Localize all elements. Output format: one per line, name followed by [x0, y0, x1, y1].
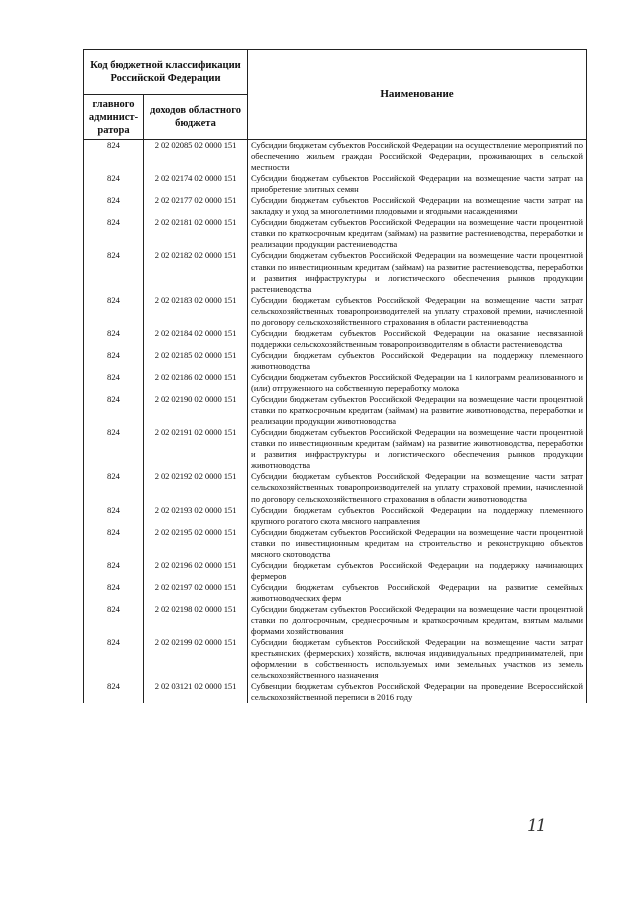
row-admin-code: 824: [84, 217, 144, 250]
table-row: [84, 173, 587, 195]
row-name: Субсидии бюджетам субъектов Российской Федерации на поддержку начинающих фермеров: [248, 560, 587, 582]
row-name: Субсидии бюджетам субъектов Российской Федерации на возмещение части затрат на приобретение элитных семян: [248, 173, 587, 195]
row-name: Субсидии бюджетам субъектов Российской Федерации на возмещение части затрат на закладку и уход за многолетними плодовыми и ягодными насаждениями: [248, 195, 587, 217]
row-income-code: 2 02 02191 02 0000 151: [144, 427, 248, 471]
row-admin-code: 824: [84, 604, 144, 637]
row-income-code: 2 02 03121 02 0000 151: [144, 681, 248, 703]
row-admin-code: 824: [84, 582, 144, 604]
row-name: Субсидии бюджетам субъектов Российской Федерации на возмещение части процентной ставки по долгосрочным, среднесрочным и краткосрочным кредитам, взятым малыми формами хозяйствования: [248, 604, 587, 637]
column-header-code: доходов областного бюджета: [144, 95, 248, 140]
table-row: [84, 604, 587, 637]
table-row: [84, 681, 587, 703]
row-admin-code: 824: [84, 471, 144, 504]
row-name: Субсидии бюджетам субъектов Российской Федерации на 1 килограмм реализованного и (или) отгруженного на собственную переработку молока: [248, 372, 587, 394]
row-name: Субсидии бюджетам субъектов Российской Федерации на поддержку племенного крупного рогатого скота мясного направления: [248, 505, 587, 527]
column-header-name: Наименование: [248, 50, 587, 140]
row-name: Субсидии бюджетам субъектов Российской Федерации на поддержку племенного животноводства: [248, 350, 587, 372]
row-income-code: 2 02 02196 02 0000 151: [144, 560, 248, 582]
row-admin-code: 824: [84, 505, 144, 527]
row-name: Субсидии бюджетам субъектов Российской Федерации на возмещение части затрат крестьянских (фермерских) хозяйств, включая индивидуальных предпринимателей, при оформлении в собственность используемых ими земельных участков из земель сельскохозяйственного назначения: [248, 637, 587, 681]
row-admin-code: 824: [84, 350, 144, 372]
row-income-code: 2 02 02181 02 0000 151: [144, 217, 248, 250]
row-admin-code: 824: [84, 681, 144, 703]
row-admin-code: 824: [84, 527, 144, 560]
table-row: [84, 372, 587, 394]
table-row: [84, 295, 587, 328]
table-row: [84, 427, 587, 471]
row-name: Субсидии бюджетам субъектов Российской Федерации на возмещение части процентной ставки по инвестиционным кредитам (займам) на развитие животноводства, переработки и развития инфраструктуры и логистического обеспечения рынков продукции животноводства: [248, 427, 587, 471]
row-admin-code: 824: [84, 140, 144, 174]
page-number: 11: [527, 816, 545, 836]
row-income-code: 2 02 02182 02 0000 151: [144, 250, 248, 294]
row-admin-code: 824: [84, 195, 144, 217]
row-income-code: 2 02 02198 02 0000 151: [144, 604, 248, 637]
row-income-code: 2 02 02185 02 0000 151: [144, 350, 248, 372]
row-admin-code: 824: [84, 295, 144, 328]
row-income-code: 2 02 02183 02 0000 151: [144, 295, 248, 328]
row-income-code: 2 02 02197 02 0000 151: [144, 582, 248, 604]
row-name: Субсидии бюджетам субъектов Российской Федерации на возмещение части процентной ставки по инвестиционным кредитам на строительство и реконструкцию объектов мясного скотоводства: [248, 527, 587, 560]
budget-classification-table: [83, 49, 587, 703]
row-admin-code: 824: [84, 173, 144, 195]
table-row: [84, 394, 587, 427]
table-row: [84, 560, 587, 582]
row-income-code: 2 02 02186 02 0000 151: [144, 372, 248, 394]
row-name: Субсидии бюджетам субъектов Российской Федерации на возмещение части процентной ставки по инвестиционным кредитам (займам) на развитие растениеводства, переработки и развития инфраструктуры и логистического обеспечения рынков продукции растениеводства: [248, 250, 587, 294]
table-row: [84, 250, 587, 294]
group-header: Код бюджетной классификации Российской Федерации: [84, 50, 248, 95]
table-row: [84, 350, 587, 372]
row-income-code: 2 02 02190 02 0000 151: [144, 394, 248, 427]
row-admin-code: 824: [84, 637, 144, 681]
row-name: Субсидии бюджетам субъектов Российской Федерации на возмещение части процентной ставки по краткосрочным кредитам (займам) на развитие растениеводства, переработки и реализации продукции растениеводства: [248, 217, 587, 250]
row-name: Субсидии бюджетам субъектов Российской Федерации на осуществление мероприятий по обеспечению жильем граждан Российской Федерации, проживающих в сельской местности: [248, 140, 587, 174]
table-row: [84, 527, 587, 560]
row-income-code: 2 02 02195 02 0000 151: [144, 527, 248, 560]
table-row: [84, 637, 587, 681]
row-name: Субсидии бюджетам субъектов Российской Федерации на возмещение части затрат сельскохозяйственных товаропроизводителей на уплату страховой премии, начисленной по договору сельскохозяйственного страхования в области животноводства: [248, 471, 587, 504]
row-admin-code: 824: [84, 250, 144, 294]
row-name: Субсидии бюджетам субъектов Российской Федерации на оказание несвязанной поддержки сельскохозяйственным товаропроизводителям в области растениеводства: [248, 328, 587, 350]
row-admin-code: 824: [84, 372, 144, 394]
row-name: Субсидии бюджетам субъектов Российской Федерации на развитие семейных животноводческих ферм: [248, 582, 587, 604]
table-row: [84, 505, 587, 527]
row-income-code: 2 02 02177 02 0000 151: [144, 195, 248, 217]
row-admin-code: 824: [84, 394, 144, 427]
row-income-code: 2 02 02085 02 0000 151: [144, 140, 248, 174]
column-header-admin: главного админист-ратора: [84, 95, 144, 140]
row-name: Субсидии бюджетам субъектов Российской Федерации на возмещение части процентной ставки по краткосрочным кредитам (займам) на развитие животноводства, переработки и реализации продукции животноводства: [248, 394, 587, 427]
row-name: Субсидии бюджетам субъектов Российской Федерации на возмещение части затрат сельскохозяйственных товаропроизводителей на уплату страховой премии, начисленной по договору сельскохозяйственного страхования в области растениеводства: [248, 295, 587, 328]
row-income-code: 2 02 02192 02 0000 151: [144, 471, 248, 504]
table-row: [84, 140, 587, 174]
table-row: [84, 217, 587, 250]
row-admin-code: 824: [84, 560, 144, 582]
row-income-code: 2 02 02193 02 0000 151: [144, 505, 248, 527]
table-row: [84, 195, 587, 217]
table-row: [84, 471, 587, 504]
row-admin-code: 824: [84, 328, 144, 350]
row-income-code: 2 02 02174 02 0000 151: [144, 173, 248, 195]
row-name: Субвенции бюджетам субъектов Российской Федерации на проведение Всероссийской сельскохозяйственной переписи в 2016 году: [248, 681, 587, 703]
row-admin-code: 824: [84, 427, 144, 471]
table-row: [84, 582, 587, 604]
table-row: [84, 328, 587, 350]
row-income-code: 2 02 02184 02 0000 151: [144, 328, 248, 350]
row-income-code: 2 02 02199 02 0000 151: [144, 637, 248, 681]
